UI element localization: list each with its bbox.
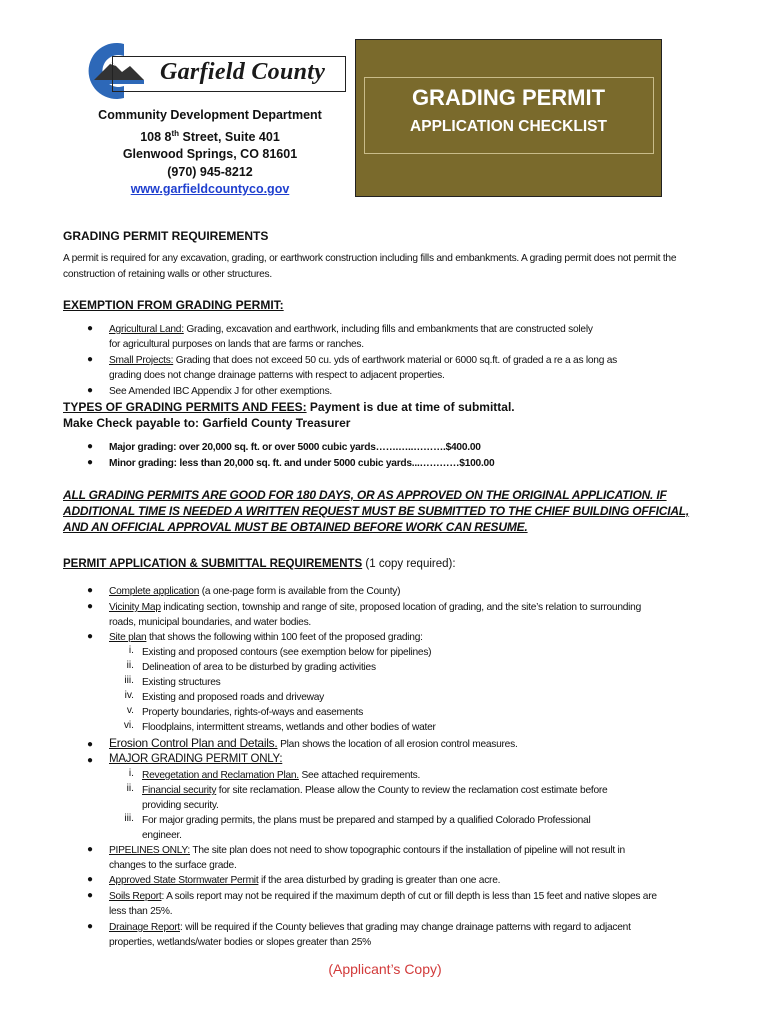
applicant-copy-label: (Applicant’s Copy) [328, 961, 442, 977]
submittal-pipelines: PIPELINES ONLY: The site plan does not need to show topographic contours if the installation of pipeline will not result in [109, 845, 625, 856]
bullet-icon: ● [87, 739, 94, 750]
requirements-heading: GRADING PERMIT REQUIREMENTS [63, 229, 269, 243]
major-item-financial-security: Financial security for site reclamation. Please allow the County to review the reclamation cost estimate before [142, 785, 608, 796]
submittal-drainage-report-cont: properties, wetlands/water bodies or slopes greater than 25% [109, 937, 371, 948]
logo-text: Garfield County [160, 59, 326, 85]
roman-numeral: iii. [124, 813, 134, 824]
bullet-icon: ● [87, 354, 94, 365]
city-state-zip: Glenwood Springs, CO 81601 [122, 147, 298, 162]
website-link[interactable]: www.garfieldcountyco.gov [130, 182, 290, 197]
submittal-heading: PERMIT APPLICATION & SUBMITTAL REQUIREMENTS (1 copy required): [63, 558, 456, 570]
fee-minor: Minor grading: less than 20,000 sq. ft. and under 5000 cubic yards...…………$100.00 [109, 458, 495, 469]
department-address [70, 107, 350, 199]
roman-numeral: i. [128, 768, 134, 779]
exemption-heading: EXEMPTION FROM GRADING PERMIT: [63, 298, 284, 312]
street-address: 108 8th Street, Suite 401 [140, 128, 280, 144]
title-panel [355, 39, 662, 197]
validity-notice: ALL GRADING PERMITS ARE GOOD FOR 180 DAYS, OR AS APPROVED ON THE ORIGINAL APPLICATION. IF ADDITIONAL TIME IS NEEDED A WRITTEN REQUEST MUST BE SUBMITTED TO THE CHIEF BUILDING OFFICIAL, AND AN OFFICIAL APPROVAL MUST BE OBTAINED BEFORE WORK CAN RESUME. [63, 488, 690, 534]
roman-numeral: iv. [124, 690, 134, 701]
exemption-item-small-projects-cont: grading does not change drainage patterns with respect to adjacent properties. [109, 370, 445, 381]
site-plan-item: Property boundaries, rights-of-ways and easements [142, 707, 364, 718]
bullet-icon: ● [87, 921, 94, 932]
bullet-icon: ● [87, 890, 94, 901]
bullet-icon: ● [87, 844, 94, 855]
bullet-icon: ● [87, 457, 94, 468]
payable-line: Make Check payable to: Garfield County Treasurer [63, 416, 351, 430]
site-plan-item: Delineation of area to be disturbed by grading activities [142, 662, 376, 673]
types-heading: TYPES OF GRADING PERMITS AND FEES: Payment is due at time of submittal. [63, 400, 515, 414]
major-item-financial-security-cont: providing security. [142, 800, 219, 811]
bullet-icon: ● [87, 385, 94, 396]
roman-numeral: ii. [126, 783, 134, 794]
roman-numeral: iii. [124, 675, 134, 686]
bullet-icon: ● [87, 323, 94, 334]
submittal-pipelines-cont: changes to the surface grade. [109, 860, 237, 871]
roman-numeral: vi. [123, 720, 134, 731]
document-title: GRADING PERMIT [411, 85, 606, 110]
county-logo [64, 40, 349, 102]
submittal-vicinity-map: Vicinity Map indicating section, township and range of site, proposed location of grading, and the site’s relation to surrounding [109, 602, 641, 613]
site-plan-item: Existing structures [142, 677, 221, 688]
bullet-icon: ● [87, 874, 94, 885]
exemption-item-agricultural-cont: for agricultural purposes on lands that are farms or ranches. [109, 339, 364, 350]
phone-number: (970) 945-8212 [167, 164, 253, 179]
bullet-icon: ● [87, 755, 94, 766]
bullet-icon: ● [87, 631, 94, 642]
requirements-text: A permit is required for any excavation, grading, or earthwork construction including fills and embankments. A grading permit does not permit the construction of retaining walls or other structures. [63, 253, 677, 280]
bullet-icon: ● [87, 601, 94, 612]
department-name: Community Development Department [98, 108, 322, 122]
fee-major: Major grading: over 20,000 sq. ft. or over 5000 cubic yards…….…..……….$400.00 [109, 442, 481, 453]
submittal-vicinity-map-cont: roads, municipal boundaries, and water bodies. [109, 617, 311, 628]
submittal-site-plan: Site plan that shows the following within 100 feet of the proposed grading: [109, 632, 423, 643]
roman-numeral: ii. [126, 660, 134, 671]
major-item-engineer-cont: engineer. [142, 830, 182, 841]
site-plan-item: Existing and proposed contours (see exemption below for pipelines) [142, 647, 432, 658]
submittal-stormwater: Approved State Stormwater Permit if the area disturbed by grading is greater than one acre. [109, 875, 501, 886]
site-plan-item: Floodplains, intermittent streams, wetlands and other bodies of water [142, 722, 436, 733]
exemption-item-small-projects: Small Projects: Grading that does not exceed 50 cu. yds of earthwork material or 6000 sq.ft. of graded a re a as long as [109, 355, 617, 366]
bullet-icon: ● [87, 585, 94, 596]
submittal-complete-application: Complete application (a one-page form is available from the County) [109, 586, 401, 597]
submittal-soils-report-cont: less than 25%. [109, 906, 173, 917]
submittal-major-grading: MAJOR GRADING PERMIT ONLY: [109, 753, 283, 765]
roman-numeral: v. [126, 705, 134, 716]
exemption-item-ibc: See Amended IBC Appendix J for other exemptions. [109, 386, 333, 397]
major-item-revegetation: Revegetation and Reclamation Plan. See attached requirements. [142, 770, 421, 781]
roman-numeral: i. [128, 645, 134, 656]
submittal-drainage-report: Drainage Report: will be required if the County believes that grading may change drainage patterns with regard to adjacent [109, 922, 631, 933]
major-item-engineer: For major grading permits, the plans must be prepared and stamped by a qualified Colorado Professional [142, 815, 591, 826]
document-subtitle: APPLICATION CHECKLIST [410, 118, 607, 135]
submittal-soils-report: Soils Report: A soils report may not be required if the maximum depth of cut or fill depth is less than 15 feet and native slopes are [109, 891, 657, 902]
submittal-erosion-control: Erosion Control Plan and Details. Plan shows the location of all erosion control measures. [109, 736, 518, 750]
exemption-item-agricultural: Agricultural Land: Grading, excavation and earthwork, including fills and embankments that are constructed solely [109, 324, 593, 335]
site-plan-item: Existing and proposed roads and driveway [142, 692, 324, 703]
bullet-icon: ● [87, 441, 94, 452]
